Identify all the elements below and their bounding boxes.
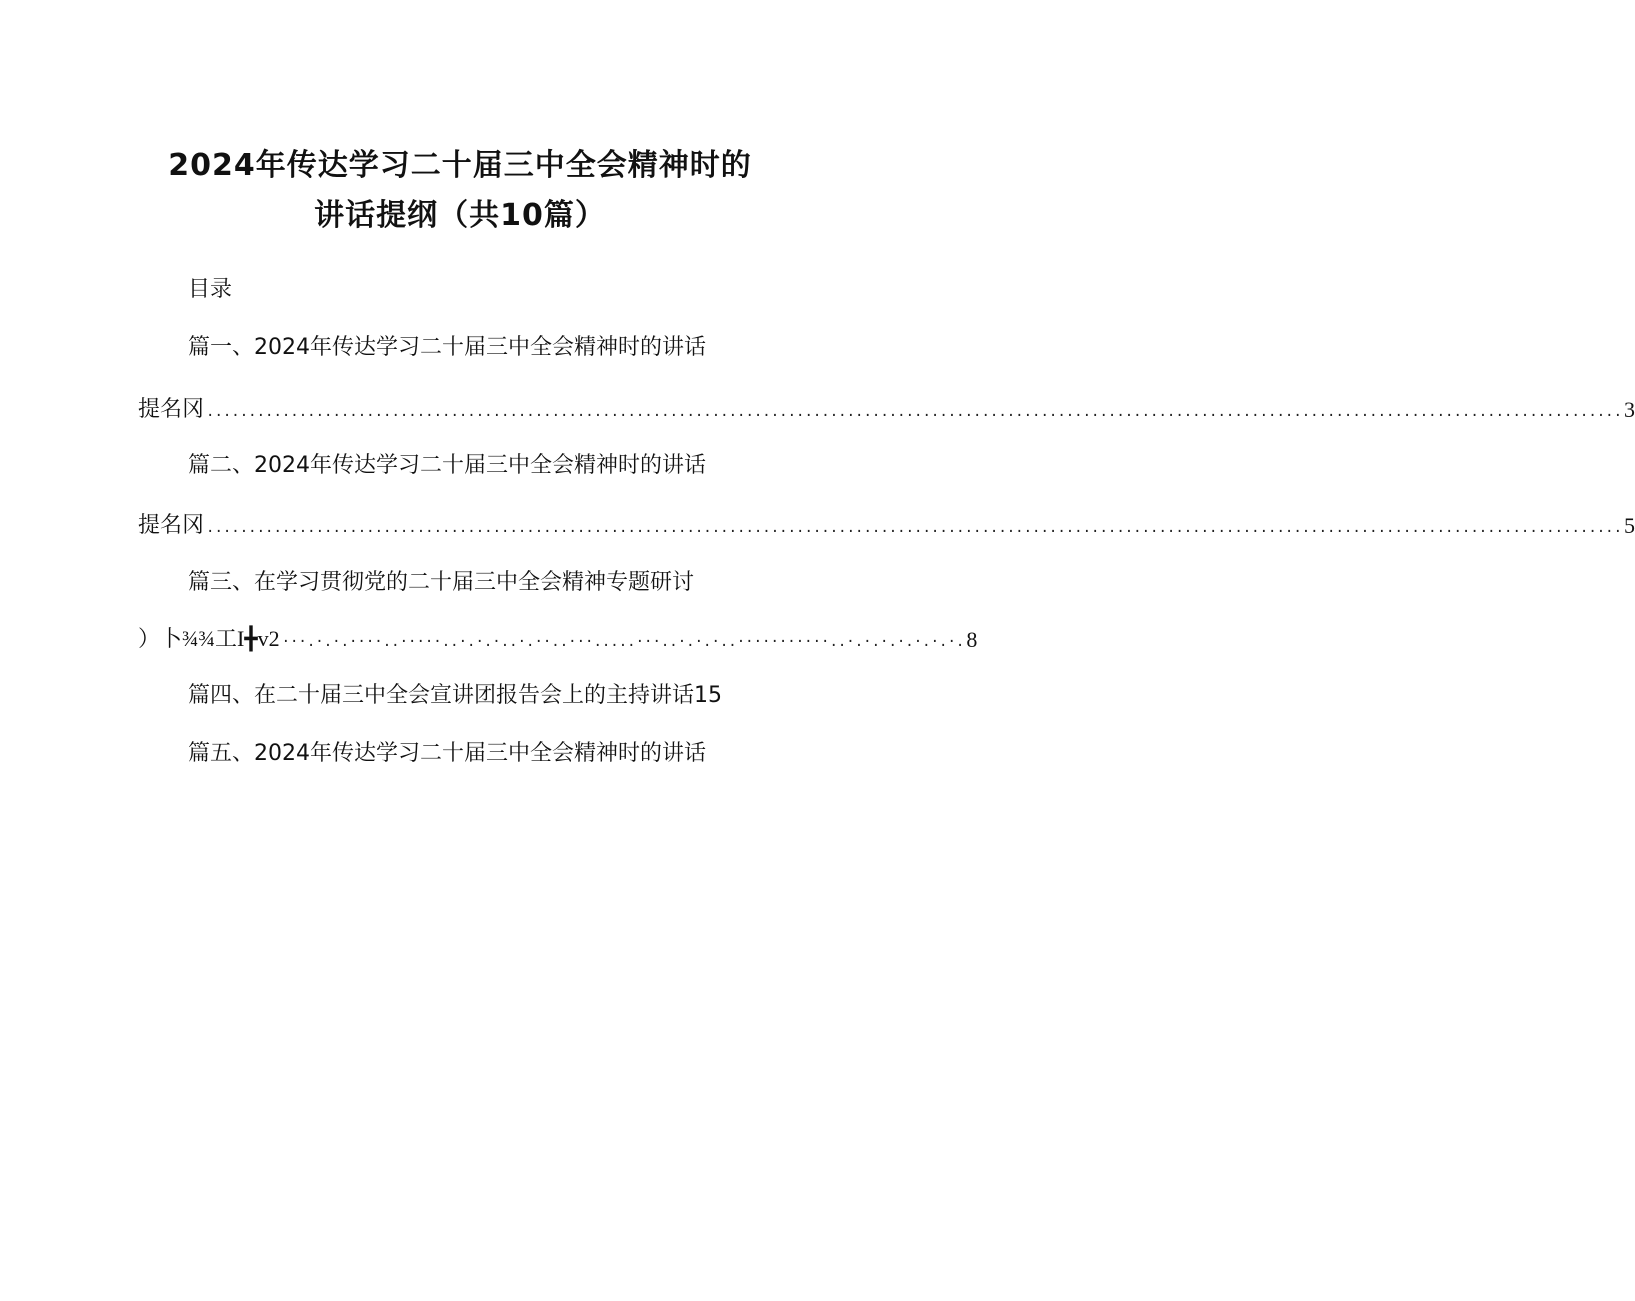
toc-entry-5-title[interactable]: 篇五、2024年传达学习二十届三中全会精神时的讲话	[188, 741, 706, 766]
toc-entry-1-page-number: 3	[1624, 397, 1635, 422]
toc-entry-3-continuation[interactable]	[138, 622, 978, 653]
toc-entry-3-leader: ···.·.·.····..·····..·.·.·..·.··..···.....···..·.·.·..···········..·.·.·.·.·.·.·.	[281, 634, 965, 650]
toc-entry-1-title-cont: 提名冈	[138, 397, 205, 422]
toc-entry-2-page-number: 5	[1624, 513, 1635, 538]
toc-entry-2-continuation[interactable]	[138, 508, 1635, 539]
toc-entry-3-title[interactable]: 篇三、在学习贯彻党的二十届三中全会精神专题研讨	[188, 570, 695, 595]
toc-entry-1-continuation[interactable]	[138, 392, 1635, 423]
toc-entry-1-leader: ........................................................................................................................................................................	[206, 404, 1623, 420]
toc-entry-2-leader: ........................................................................................................................................................................	[206, 520, 1623, 536]
toc-entry-2-title-cont: 提名冈	[138, 513, 205, 538]
toc-heading: 目录	[188, 277, 233, 302]
toc-entry-4-title[interactable]: 篇四、在二十届三中全会宣讲团报告会上的主持讲话15	[188, 683, 722, 708]
toc-entry-3-page-number: 8	[966, 627, 978, 652]
document-title-line-2: 讲话提纲（共10篇）	[314, 198, 606, 233]
toc-entry-1-title[interactable]: 篇一、2024年传达学习二十届三中全会精神时的讲话	[188, 335, 706, 360]
toc-entry-3-title-cont: ）卜¾¾工I╋v2	[138, 626, 280, 651]
toc-entry-2-title[interactable]: 篇二、2024年传达学习二十届三中全会精神时的讲话	[188, 453, 706, 478]
document-title-line-1: 2024年传达学习二十届三中全会精神时的	[168, 148, 752, 183]
